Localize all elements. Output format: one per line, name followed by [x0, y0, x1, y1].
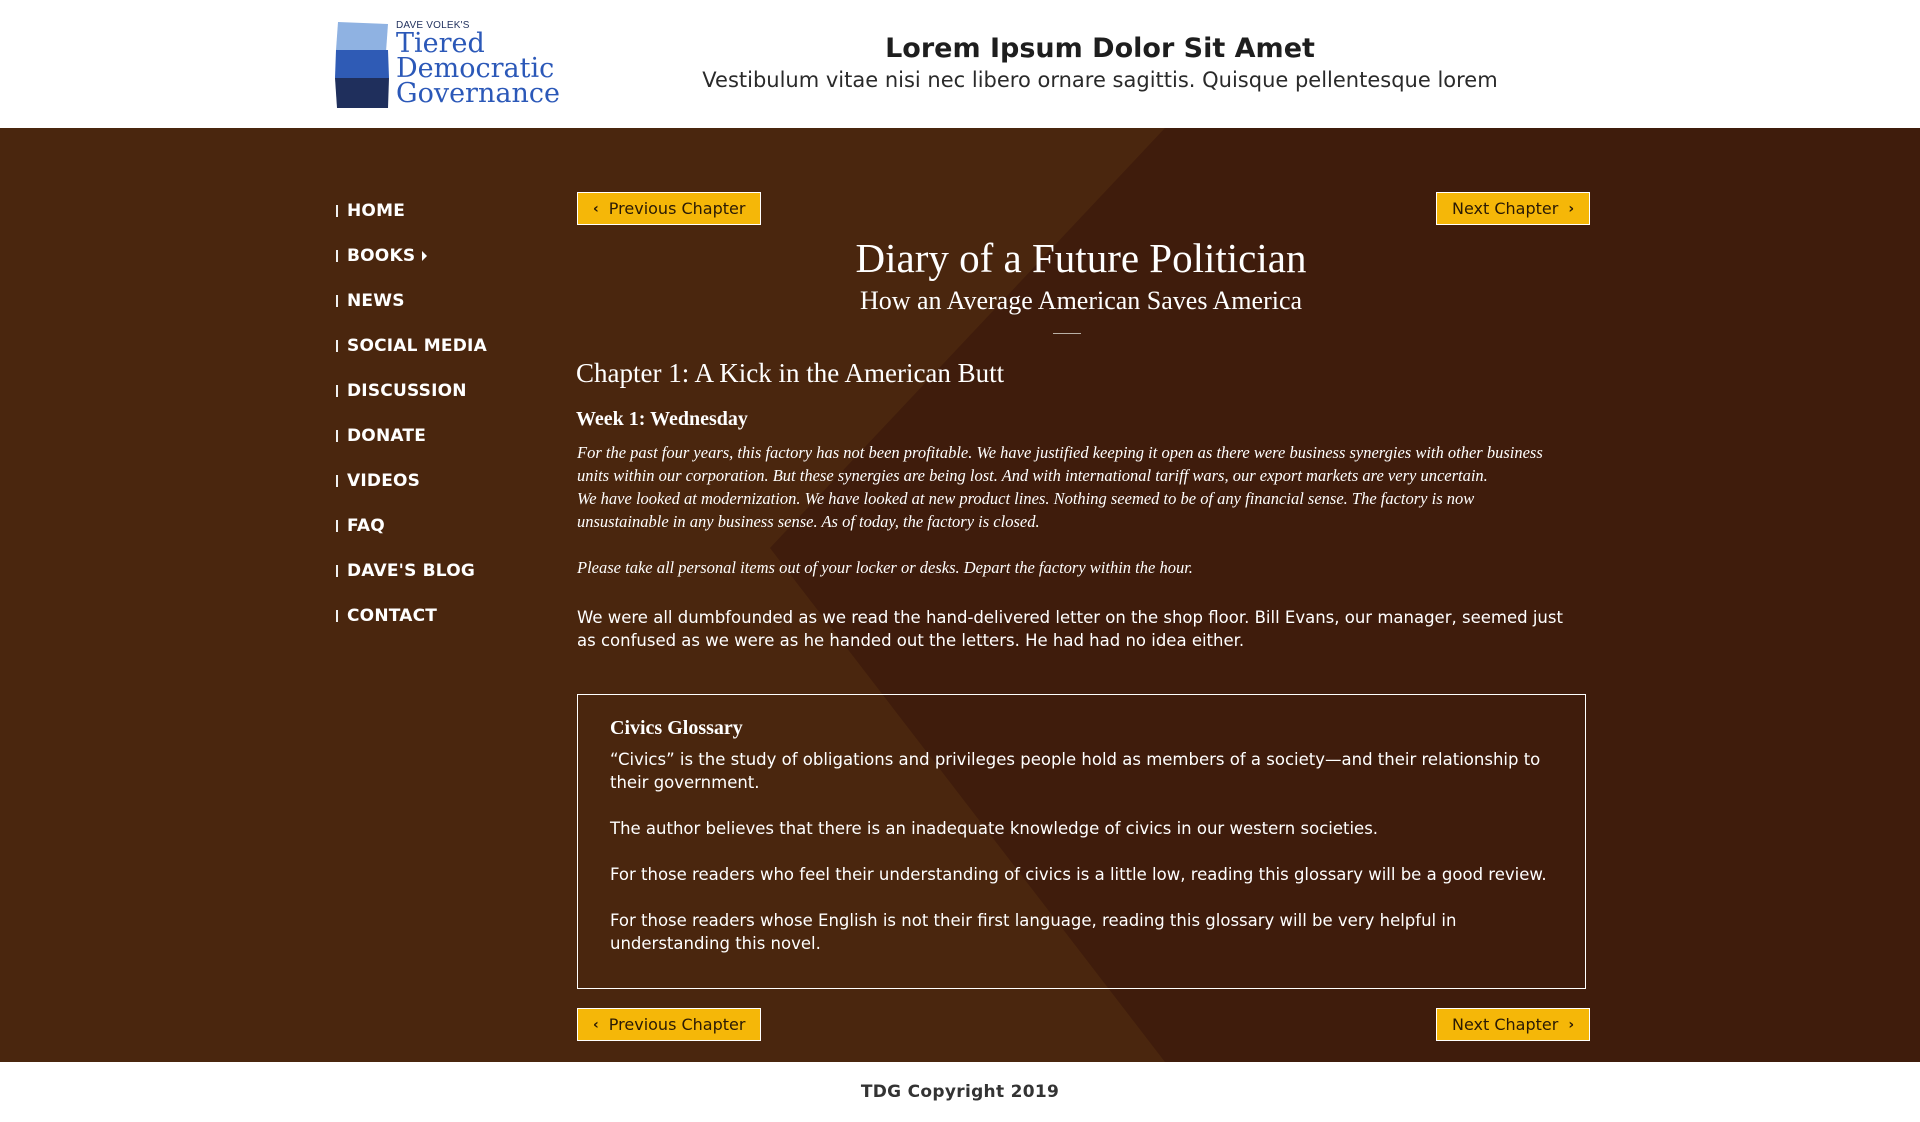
next-chapter-button-bottom[interactable] [1436, 1008, 1590, 1041]
glossary-paragraph: For those readers whose English is not their first language, reading this glossary will be very helpful in understanding this novel. [610, 911, 1457, 953]
nav-item-daves-blog[interactable] [336, 548, 536, 593]
letter-line: We have looked at modernization. We have looked at new product lines. Nothing seemed to be of any financial sense. The factory is now [577, 489, 1475, 508]
site-logo[interactable] [334, 20, 584, 110]
title-divider [1053, 333, 1081, 334]
sidebar-nav [336, 188, 536, 638]
factory-letter [577, 441, 1577, 579]
site-header [0, 0, 1920, 128]
previous-chapter-label: Previous Chapter [608, 199, 746, 218]
nav-bullet [336, 385, 338, 397]
letter-line: units within our corporation. But these synergies are being lost. And with international tariff wars, our export markets are very uncertain. [577, 466, 1488, 485]
nav-bullet [336, 475, 338, 487]
week-heading: Week 1: Wednesday [576, 408, 748, 430]
nav-bullet [336, 610, 338, 622]
letter-line: Please take all personal items out of your locker or desks. Depart the factory within the hour. [577, 558, 1193, 577]
nav-item-home[interactable] [336, 188, 536, 233]
logo-line-1: Tiered [396, 28, 485, 59]
chapter-title: Chapter 1: A Kick in the American Butt [576, 358, 1005, 388]
next-chapter-label: Next Chapter [1452, 199, 1559, 218]
nav-item-label: DONATE [347, 425, 427, 446]
nav-item-label: HOME [347, 200, 406, 221]
nav-item-label: DAVE'S BLOG [347, 560, 476, 581]
nav-bullet [336, 205, 338, 217]
nav-bullet [336, 250, 338, 262]
glossary-paragraph: “Civics” is the study of obligations and privileges people hold as members of a society—and their relationship to their government. [610, 750, 1541, 792]
nav-item-label: BOOKS [347, 245, 416, 266]
book-subtitle: How an Average American Saves America [859, 286, 1303, 315]
nav-item-label: FAQ [347, 515, 385, 536]
glossary-paragraph: For those readers who feel their understanding of civics is a little low, reading this glossary will be a good review. [610, 865, 1547, 884]
next-chapter-label: Next Chapter [1452, 1015, 1559, 1034]
header-title: Lorem Ipsum Dolor Sit Amet [885, 33, 1315, 64]
nav-item-label: SOCIAL MEDIA [347, 335, 487, 356]
site-footer [0, 1062, 1920, 1122]
nav-item-label: VIDEOS [347, 470, 421, 491]
nav-bullet [336, 430, 338, 442]
nav-item-contact[interactable] [336, 593, 536, 638]
nav-bullet [336, 565, 338, 577]
nav-item-videos[interactable] [336, 458, 536, 503]
next-chapter-button-top[interactable] [1436, 192, 1590, 225]
letter-spacer [577, 533, 1577, 556]
nav-item-news[interactable] [336, 278, 536, 323]
header-subtitle: Vestibulum vitae nisi nec libero ornare sagittis. Quisque pellentesque lorem [702, 68, 1498, 92]
chevron-left-icon: ‹ [593, 1016, 599, 1033]
logo-line-3: Governance [396, 78, 560, 109]
copyright-text: TDG Copyright 2019 [860, 1082, 1060, 1102]
logo-stack-icon [334, 22, 390, 108]
glossary-title: Civics Glossary [610, 717, 743, 739]
nav-item-discussion[interactable] [336, 368, 536, 413]
nav-item-faq[interactable] [336, 503, 536, 548]
previous-chapter-label: Previous Chapter [608, 1015, 746, 1034]
nav-item-label: CONTACT [347, 605, 438, 626]
chevron-right-icon: › [1568, 200, 1575, 217]
chevron-left-icon: ‹ [593, 200, 599, 217]
logo-wordmark [396, 20, 560, 109]
chevron-right-icon: › [1568, 1016, 1575, 1033]
caret-right-icon [422, 251, 427, 261]
civics-glossary-box [577, 694, 1586, 989]
logo-author: DAVE VOLEK'S [396, 20, 470, 31]
nav-bullet [336, 520, 338, 532]
nav-item-social-media[interactable] [336, 323, 536, 368]
nav-item-label: DISCUSSION [347, 380, 467, 401]
nav-item-label: NEWS [347, 290, 405, 311]
narrative-paragraph: We were all dumbfounded as we read the hand-delivered letter on the shop floor. Bill Evans, our manager, seemed just as confused as we were as he handed out the letters. He had had no idea either. [577, 608, 1563, 650]
glossary-paragraph: The author believes that there is an inadequate knowledge of civics in our western societies. [610, 819, 1379, 838]
previous-chapter-button-bottom[interactable] [577, 1008, 761, 1041]
book-title: Diary of a Future Politician [855, 235, 1307, 281]
letter-line: unsustainable in any business sense. As of today, the factory is closed. [577, 512, 1040, 531]
nav-item-books[interactable] [336, 233, 536, 278]
nav-bullet [336, 295, 338, 307]
previous-chapter-button-top[interactable] [577, 192, 761, 225]
letter-line: For the past four years, this factory has not been profitable. We have justified keeping it open as there were business synergies with other business [577, 443, 1543, 462]
nav-item-donate[interactable] [336, 413, 536, 458]
nav-bullet [336, 340, 338, 352]
logo-line-2: Democratic [396, 53, 555, 84]
